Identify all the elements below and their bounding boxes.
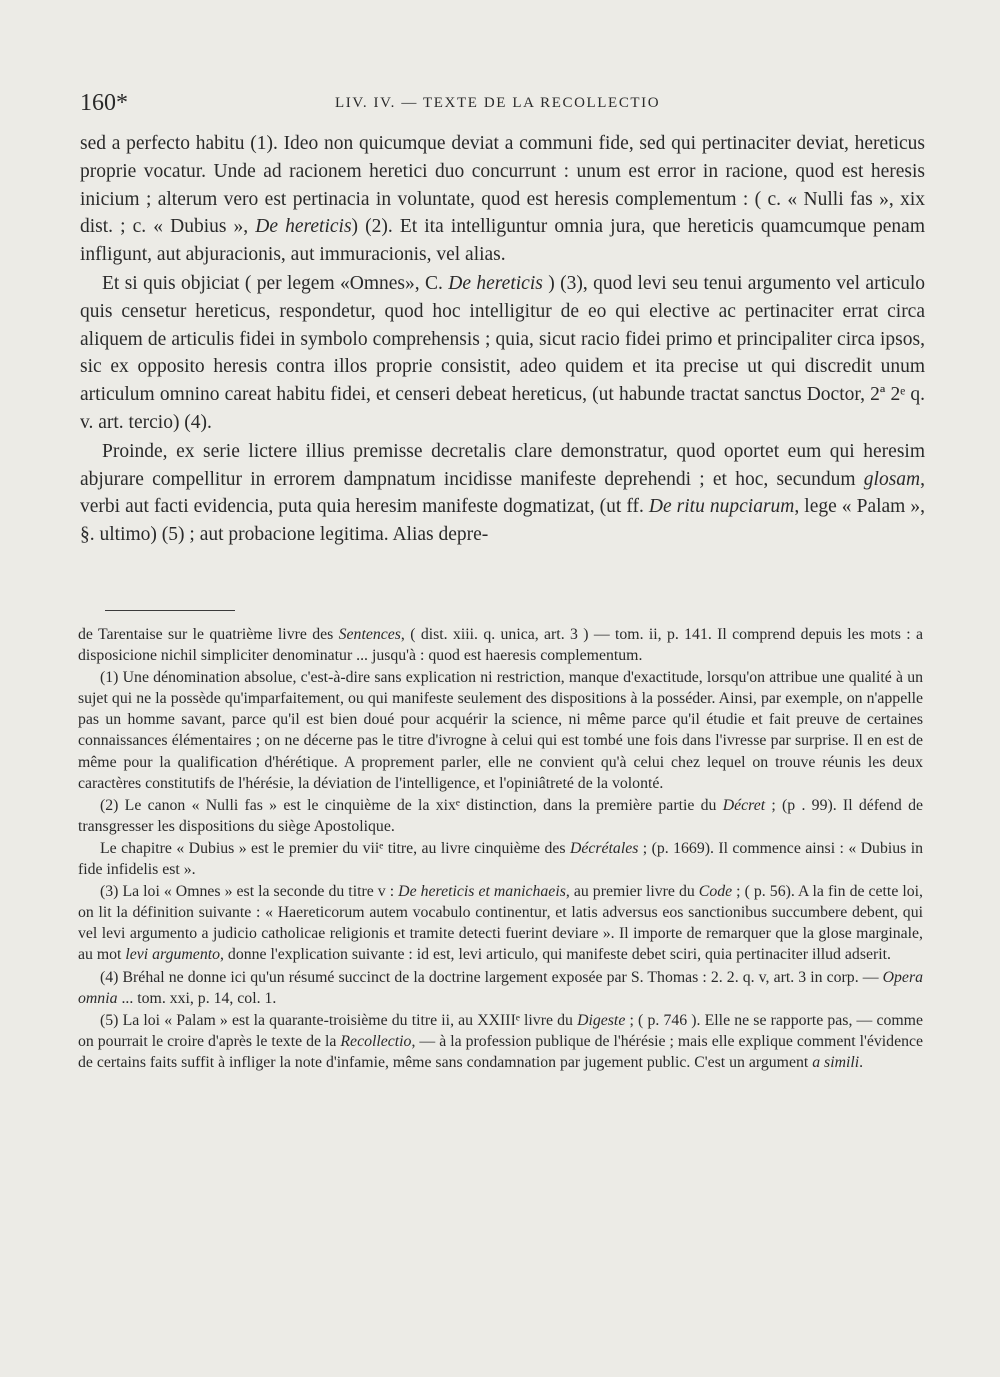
footnote-continuation xyxy=(78,624,923,666)
footnote: (1) Une dénomination absolue, c'est-à-dire sans explication ni restriction, manque d'exactitude, lorsqu'on attribue une qualité à un sujet qui ne la possède qu'imparfaitement, ou qui manifeste seulement des dispositions à la posséder. Ainsi, par exemple, on n'appelle pas un homme savant, parce qu'il est bien doué pour acquérir la science, ni même parce qu'il étudie et fait preuve de certaines connaissances élémentaires ; on ne décerne pas le titre d'ivrogne à celui qui est tombé une fois dans l'ivresse par surprise. Il en est de même pour la qualification d'hérétique. A proprement parler, elle ne convient qu'à celui chez lequel on trouve réunis les deux caractères constitutifs de l'hérésie, la déviation de l'intelligence, et l'opiniâtreté de la volonté. xyxy=(78,669,923,792)
text-run: ) (3), quod levi seu tenui argumento vel articulo quis censetur hereticus, respondetur, quod hoc intelligitur de eo qui elective ac pertinaciter errat circa aliquem de articulis fidei in symbolo comprehensis ; quia, sicut racio fidei primo et principaliter circa ipsos, sic ex opposito heresis contra illos proprie consistit, adeo quidem et ita precise ut qui discredit unum articulum omnino careat habitu fidei, et censeri debeat hereticus, (ut habunde tractat sanctus Doctor, 2ª 2ᵉ q. v. art. tercio) (4). xyxy=(80,272,925,433)
footnote xyxy=(78,967,923,1009)
text-run: Proinde, ex serie lictere illius premisse decretalis clare demonstratur, quod oportet eum qui heresim abjurare compellitur in errorem dampnatum incidisse manifeste deprehendi ; et hoc, secundum xyxy=(80,440,925,490)
text-run: ... tom. xxi, p. 14, col. 1. xyxy=(117,989,277,1007)
footnote xyxy=(78,881,923,965)
italic-run: De hereticis xyxy=(255,216,352,238)
text-run: (5) La loi « Palam » est la quarante-troisième du titre ii, au XXIIIᵉ livre du xyxy=(100,1011,578,1029)
running-title: LIV. IV. — TEXTE DE LA RECOLLECTIO xyxy=(335,95,661,111)
text-run: Et si quis objiciat ( per legem «Omnes», C. xyxy=(102,272,449,294)
main-text xyxy=(80,130,925,550)
footnote xyxy=(78,1010,923,1073)
footnotes xyxy=(78,624,923,1074)
text-run: Le chapitre « Dubius » est le premier du viiᵉ titre, au livre cinquième des xyxy=(100,839,570,857)
footnote xyxy=(78,795,923,837)
italic-run: levi argumento xyxy=(125,946,221,964)
text-run: , verbi aut facti evidencia, puta quia heresim manifeste dogmatizat, (ut ff. xyxy=(80,468,925,518)
text-run: ; (p. 1669). Il commence ainsi : « Dubius in fide infidelis est ». xyxy=(78,839,923,879)
italic-run: Décret xyxy=(722,796,766,814)
text-run: (4) Bréhal ne donne ici qu'un résumé succinct de la doctrine largement exposée par S. Thomas : 2. 2. q. v, art. 3 in corp. — xyxy=(100,968,883,986)
text-run: (3) La loi « Omnes » est la seconde du titre v : xyxy=(100,883,399,901)
italic-run: Décrétales xyxy=(569,839,639,857)
paragraph xyxy=(80,130,925,269)
italic-run: Digeste xyxy=(577,1011,626,1029)
footnote xyxy=(78,838,923,880)
text-run: , ( dist. xiii. q. unica, art. 3 ) — tom. ii, p. 141. Il comprend depuis les mots : a disposicione nichil simpliciter denominatur ... jusqu'à : quod est haeresis complementum. xyxy=(78,626,923,665)
text-run: ; (p . 99). Il défend de transgresser les dispositions du siège Apostolique. xyxy=(78,796,924,835)
italic-run: Sentences xyxy=(338,626,401,643)
page-number: 160* xyxy=(80,90,128,116)
text-run: . xyxy=(859,1053,864,1071)
italic-run: glosam xyxy=(863,468,921,490)
italic-run: De ritu nupciarum xyxy=(648,496,795,518)
text-run: , — à la profession publique de l'hérésie ; mais elle explique comment l'évidence de certains faits suffit à infliger la note d'infamie, même sans condamnation par jugement public. C'est un argument xyxy=(78,1032,923,1071)
italic-run: Code xyxy=(698,883,733,901)
text-run: ) (2). Et ita intelliguntur omnia jura, que hereticis quamcumque penam infligunt, aut abjuracionis, aut immuracionis, vel alias. xyxy=(80,216,925,266)
italic-run: De hereticis et manichaeis xyxy=(398,883,566,901)
text-run: sed a perfecto habitu (1). Ideo non quicumque deviat a communi fide, sed qui pertinaciter deviat, hereticus proprie vocatur. Unde ad racionem heretici duo concurrunt : unum est error in racione, quod est heresis inicium ; alterum vero est pertinacia in voluntate, quod est heresis complementum : ( c. « Nulli fas », xix dist. ; c. « Dubius », xyxy=(80,133,925,238)
paragraph xyxy=(80,270,925,437)
italic-run: Opera omnia xyxy=(78,968,923,1007)
footnote-divider xyxy=(105,610,235,611)
text-run: , au premier livre du xyxy=(565,883,699,901)
text-run: ; ( p. 56). A la fin de cette loi, on lit la définition suivante : « Haereticorum autem vocabulo continentur, et latis adversus eos sanctionibus succumbere debent, qui vel levi argumento a judicio catholicae religionis et tramite detecti fuerint deviare ». Il importe de remarquer que la glose marginale, au mot xyxy=(78,883,923,964)
paragraph xyxy=(80,438,925,549)
text-run: (2) Le canon « Nulli fas » est le cinquième de la xixᵉ distinction, dans la première partie du xyxy=(100,796,723,814)
text-run: , donne l'explication suivante : id est, levi articulo, qui manifeste debet sciri, quia pertinaciter illud adserit. xyxy=(220,946,891,964)
text-run: ; ( p. 746 ). Elle ne se rapporte pas, — comme on pourrait le croire d'après le texte de la xyxy=(78,1011,923,1050)
italic-run: Recollectio xyxy=(340,1032,412,1050)
text-run: de Tarentaise sur le quatrième livre des xyxy=(78,626,339,643)
italic-run: De hereticis xyxy=(448,272,543,294)
text-run: , lege « Palam », §. ultimo) (5) ; aut probacione legitima. Alias depre- xyxy=(80,496,925,546)
italic-run: a simili xyxy=(812,1053,860,1071)
page-header xyxy=(80,90,925,124)
